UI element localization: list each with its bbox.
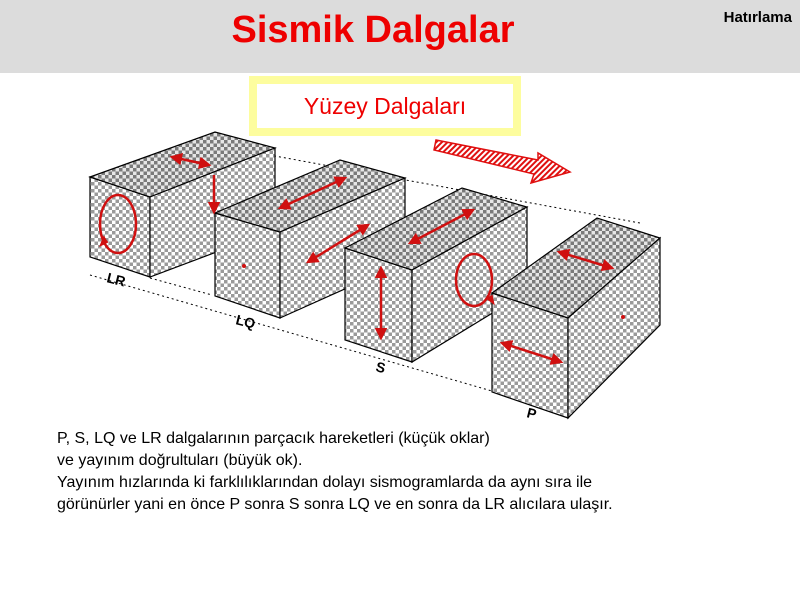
p-dot — [621, 315, 625, 319]
label-s: S — [374, 358, 388, 377]
propagation-arrow — [434, 140, 570, 183]
caption-line-3: Yayınım hızlarında ki farklılıklarından dolayı sismogramlarda da aynı sıra ile — [57, 474, 593, 491]
label-lr: LR — [105, 269, 128, 290]
caption-line-1: P, S, LQ ve LR dalgalarının parçacık hareketleri (küçük oklar) — [57, 430, 490, 447]
corner-label: Hatırlama — [723, 9, 792, 26]
caption — [57, 428, 777, 516]
caption-line-4: görünürler yani en önce P sonra S sonra LQ ve en sonra da LR alıcılara ulaşır. — [57, 496, 613, 513]
subtitle-text: Yüzey Dalgaları — [257, 84, 513, 128]
label-p: P — [525, 404, 539, 423]
page-title: Sismik Dalgalar — [231, 9, 515, 51]
lq-dot — [242, 264, 246, 268]
label-lq: LQ — [234, 311, 258, 332]
caption-line-2: ve yayınım doğrultuları (büyük ok). — [57, 452, 303, 469]
